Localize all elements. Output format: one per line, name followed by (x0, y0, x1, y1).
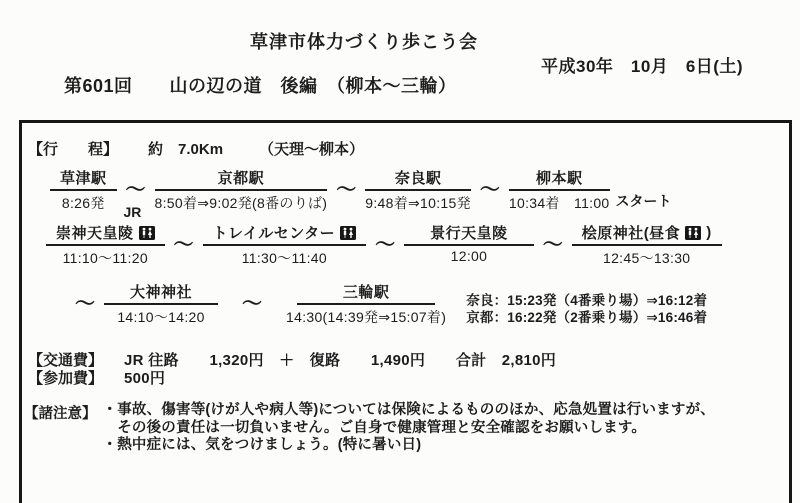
tilde-separator (242, 287, 262, 316)
restroom-icon (139, 226, 155, 240)
station-name (155, 167, 328, 191)
event-date: 平成30年 10月 6日(土) (541, 57, 744, 76)
tilde-glyph: ～ (125, 178, 146, 201)
participation-fee-value: 500円 (124, 370, 166, 387)
tilde-glyph: ～ (542, 233, 563, 256)
tilde-glyph: ～ (375, 233, 396, 256)
station-stop-omiwa (104, 281, 218, 327)
route-section-label: 【行 程】 (28, 141, 119, 158)
tilde-glyph: ～ (242, 292, 263, 315)
station-time: 8:50着⇒9:02発(8番のりば) (154, 195, 328, 211)
station-time: 10:34着 11:00 (508, 195, 610, 211)
station-name (104, 281, 218, 305)
station-name (572, 222, 722, 246)
return-train-kyoto: 京都：16:22発（2番乗り場）⇒16:46着 (466, 309, 708, 325)
station-time: 14:30(14:39発⇒15:07着) (286, 309, 447, 325)
route-summary (28, 138, 364, 159)
note-line: ・事故、傷害等(けが人や病人等)については保険によるもののほか、応急処置は行いますが、 (102, 402, 715, 418)
station-name (365, 167, 471, 191)
transport-fee-row (28, 352, 556, 370)
station-name-text: 三輪駅 (342, 284, 390, 301)
transport-fee-value: JR 往路 1,320円 ＋ 復路 1,490円 合計 2,810円 (124, 352, 557, 369)
station-time: 11:30～11:40 (241, 250, 327, 266)
note-line: ・熱中症には、気をつけましょう。(特に暑い日) (102, 437, 422, 453)
transport-fee-label: 【交通費】 (28, 352, 104, 369)
station-name (203, 222, 367, 246)
itinerary-row-3 (66, 281, 707, 327)
tilde-glyph: ～ (173, 233, 194, 256)
tilde-separator (543, 228, 563, 257)
notes-section (24, 402, 715, 455)
station-stop-kyoto (155, 167, 328, 213)
station-name (297, 281, 435, 305)
route-distance: 約 7.0Km (148, 141, 224, 158)
participation-fee-row (28, 370, 556, 388)
station-stop-trailcenter (203, 222, 367, 268)
start-label: スタート (615, 193, 672, 209)
tilde-glyph: ～ (75, 292, 95, 315)
station-name-text: 大神神社 (130, 284, 193, 301)
tilde-separator (123, 173, 146, 220)
tilde-glyph: ～ (336, 178, 357, 201)
station-stop-nara (365, 167, 471, 213)
club-name: 草津市体力づくり歩こう会 (250, 32, 478, 52)
station-name-text: 奈良駅 (394, 170, 442, 187)
station-stop-miwa (286, 281, 446, 327)
itinerary-row-1 (50, 167, 672, 220)
station-name (404, 222, 534, 246)
station-name-text: トレイルセンター (212, 225, 336, 242)
return-train-info (466, 293, 707, 326)
notes-lines (103, 402, 715, 455)
station-name-text: 景行天皇陵 (430, 225, 508, 242)
station-name (509, 167, 610, 191)
note-line: その後の責任は一切負いません。ご自身で健康管理と安全確認をお願いします。 (102, 419, 647, 436)
station-stop-hibara (572, 222, 722, 268)
route-range: （天理～柳本） (259, 141, 365, 158)
station-name-text: 桧原神社(昼食 (581, 225, 681, 242)
station-time: 11:10～11:20 (62, 250, 148, 266)
station-time: 9:48着⇒10:15発 (365, 195, 471, 211)
participation-fee-label: 【参加費】 (28, 370, 104, 387)
tilde-separator (480, 173, 500, 202)
restroom-icon (685, 226, 701, 240)
notes-label: 【諸注意】 (24, 406, 97, 422)
station-name-text: 京都駅 (217, 170, 265, 187)
return-train-nara: 奈良：15:23発（4番乗り場）⇒16:12着 (466, 293, 708, 308)
station-stop-kusatsu (50, 167, 117, 213)
tilde-separator (174, 228, 194, 257)
station-name-text: 草津駅 (60, 170, 107, 187)
station-stop-keiko (404, 222, 534, 264)
itinerary-row-2 (46, 222, 722, 268)
station-name-text: 崇神天皇陵 (56, 225, 134, 242)
itinerary-box (19, 120, 792, 503)
station-name (46, 222, 165, 246)
station-stop-yanagimoto (509, 167, 610, 213)
restroom-icon (340, 226, 356, 240)
station-name-text: 柳本駅 (535, 170, 583, 187)
tilde-separator (375, 228, 395, 257)
station-time: 8:26発 (61, 195, 105, 211)
station-time: 12:00 (450, 248, 488, 264)
jr-line-label: JR (123, 203, 142, 220)
tilde-separator (75, 287, 95, 316)
station-time: 12:45～13:30 (603, 250, 691, 266)
station-time: 14:10～14:20 (117, 309, 205, 325)
station-name-close: ) (706, 224, 712, 241)
station-name (50, 167, 117, 191)
tilde-separator (336, 173, 356, 202)
fees-section (28, 352, 556, 388)
station-stop-sujin (46, 222, 165, 268)
tilde-glyph: ～ (479, 178, 500, 201)
event-title: 第601回 山の辺の道 後編 （柳本～三輪） (64, 76, 457, 96)
